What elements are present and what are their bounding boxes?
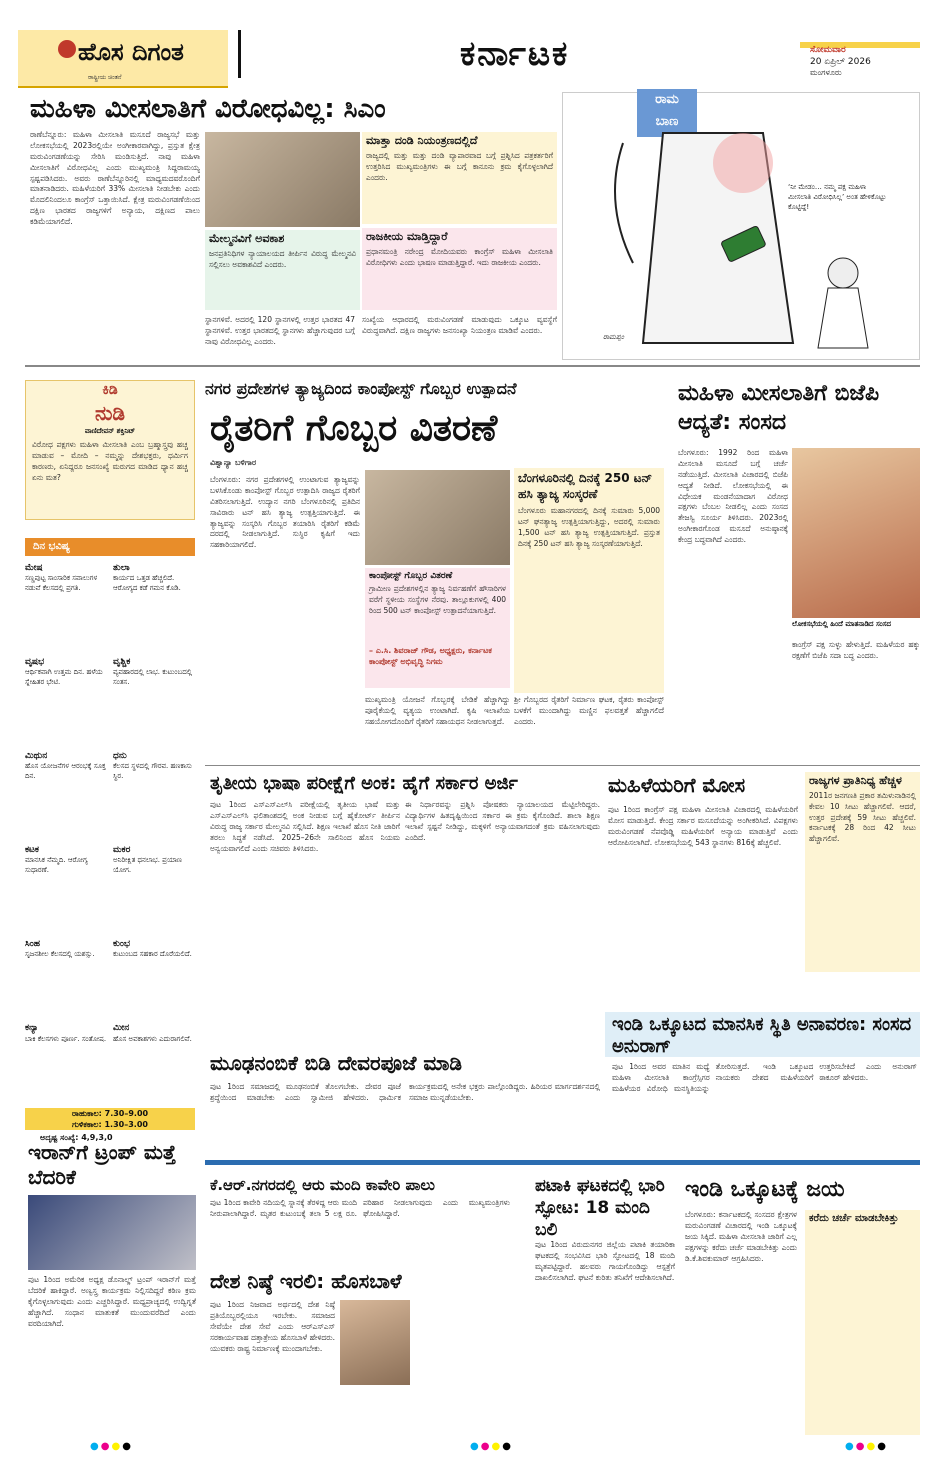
story9-body: ಪುಟ 1ರಿಂದ ಕಾವೇರಿ ನದಿಯಲ್ಲಿ ಸ್ನಾನಕ್ಕೆ ತೆರಳಿದ್ದ ಆರು ಮಂದಿ ನೀರುಪಾಲಾಗಿದ್ದಾರೆ. ಮೃತರ ಕುಟುಂಬಕ್ಕೆ ತಲಾ 5 ಲಕ್ಷ ರೂ. ಪರಿಹಾರ ನೀಡಲಾಗುವುದು ಎಂದು ಮುಖ್ಯಮಂತ್ರಿಗಳು ಘೋಷಿಸಿದ್ದಾರೆ. bbox=[210, 1198, 510, 1218]
kidi-title1: ಕಿಡಿ bbox=[102, 382, 118, 398]
masthead-tag: ರಾಷ್ಟ್ರೀಯ ಚಿಂತನೆ bbox=[88, 74, 122, 81]
horoscope-title: ದಿನ ಭವಿಷ್ಯ bbox=[25, 538, 195, 556]
kidi-author: ವಾಣಿದೇವನ್ ಶಕ್ತಿನಿಟ್ bbox=[84, 426, 136, 435]
story2-box1-text: ಬೆಂಗಳೂರು ಮಹಾನಗರದಲ್ಲಿ ದಿನಕ್ಕೆ ಸುಮಾರು 5,000 ಟನ್ ಘನತ್ಯಾಜ್ಯ ಉತ್ಪತ್ತಿಯಾಗುತ್ತಿದ್ದು, ಅದರಲ್ಲಿ ಸುಮಾರು 1,500 ಟನ್ ಹಸಿ ತ್ಯಾಜ್ಯ ಉತ್ಪತ್ತಿಯಾಗುತ್ತಿದೆ. ಪ್ರಸ್ತುತ ದಿನಕ್ಕೆ 250 ಟನ್ ಹಸಿ ತ್ಯಾಜ್ಯ ಸಂಸ್ಕರಣೆಯಾಗುತ್ತಿದೆ. bbox=[518, 506, 660, 548]
horoscope-sign bbox=[113, 562, 195, 650]
ramabana-label2: ಬಾಣ bbox=[655, 114, 679, 129]
horoscope-sign-name: ಮೇಷ bbox=[25, 563, 43, 573]
divider bbox=[25, 365, 920, 367]
story2-box2-title: ಕಾಂಪೋಸ್ಟ್ ಗೊಬ್ಬರ ವಿತರಣೆ bbox=[369, 571, 453, 581]
story2-box1-title: ಬೆಂಗಳೂರಿನಲ್ಲಿ ದಿನಕ್ಕೆ 250 ಟನ್ ಹಸಿ ತ್ಯಾಜ್ಯ ಸಂಸ್ಕರಣೆ bbox=[518, 471, 653, 502]
horoscope-sign-name: ಸಿಂಹ bbox=[25, 938, 41, 949]
cartoon-quote: ‘ನೀ ಮೇಡಂ… ನಮ್ಮ ಪಕ್ಷ ಮಹಿಳಾ ಮೀಸಲಾತಿ ವಿರೋಧಿಸಿಲ್ಲ’ ಅಂತ ಹೇಳಿಕೊಟ್ಟು ಕೊಟ್ಟಿದ್ದೆ! bbox=[788, 183, 887, 211]
horoscope-sign bbox=[25, 1022, 107, 1101]
masthead-name: ಹೊಸ ದಿಗಂತ bbox=[78, 38, 184, 66]
horoscope-sign-text: ಕೆಲಸದ ಸ್ಥಳದಲ್ಲಿ ಗೌರವ. ಹಣಕಾಸು ಸ್ಥಿರ. bbox=[113, 762, 192, 780]
horoscope-sign-text: ಮಾನಸಿಕ ನೆಮ್ಮದಿ. ಆರೋಗ್ಯ ಸುಧಾರಣೆ. bbox=[25, 856, 88, 874]
story6-body: ಪುಟ 1ರಿಂದ ಅವರ ಮಾತಿನ ಮಧ್ಯೆ ಮಹಿಳಾ ಮೀಸಲಾತಿ ಕಾಂಗ್ರೆಸ್ಸಿಗರ ಮಹಿಳೆಯರ ವಿರೋಧಿ ಮನಸ್ಥಿತಿಯನ್ನು ತೋರಿಸುತ್ತದೆ. ಇಂಡಿ ಒಕ್ಕೂಟದ ನಾಯಕರು ದೇಶದ ಮಹಿಳೆಯರಿಗೆ ಉತ್ತರಿಸಬೇಕಿದೆ ಎಂದು ಅನುರಾಗ್ ಠಾಕೂರ್ ಹೇಳಿದರು. bbox=[612, 1062, 917, 1093]
story11-headline: ಪಟಾಕಿ ಘಟಕದಲ್ಲಿ ಭಾರಿ ಸ್ಫೋಟ: 18 ಮಂದಿ ಬಲಿ bbox=[535, 1176, 665, 1241]
horoscope-sign-name: ವೃಶ್ಚಿಕ bbox=[113, 656, 131, 667]
horoscope-sign-text: ಸಣ್ಣಪುಟ್ಟ ಸಾಂಸಾರಿಕ ಸವಾಲುಗಳ ನಡುವೆ ಕೆಲಸದಲ್ಲಿ ಪ್ರಗತಿ. bbox=[25, 574, 98, 592]
story3-caption: ಲೋಕಸಭೆಯಲ್ಲಿ ಹಿಂದೆ ಮಾತನಾಡಿದ ಸಂಸದ bbox=[792, 620, 892, 628]
horoscope-sign-name: ಕನ್ಯಾ bbox=[25, 1023, 39, 1034]
story1-sub1: ಮಾತ್ತಾ ದಂಡಿ ನಿಯಂತ್ರಣದಲ್ಲಿದೆ bbox=[366, 134, 478, 147]
horoscope-sign-text: ಸೃಜನಶೀಲ ಕೆಲಸದಲ್ಲಿ ಯಶಸ್ಸು. bbox=[25, 950, 95, 959]
horoscope-sign bbox=[113, 938, 195, 1017]
story2-box2 bbox=[365, 568, 510, 688]
horoscope-sign-name: ತುಲಾ bbox=[113, 563, 130, 573]
horoscope-sign-name: ಮೀನ bbox=[113, 1023, 130, 1034]
story1-sub3: ರಾಜಕೀಯ ಮಾಡ್ತಿದ್ದಾರೆ bbox=[366, 230, 448, 243]
gulika-kala: ಗುಳಿಕಕಾಲ: 1.30–3.00 bbox=[72, 1120, 148, 1129]
story5-sidebox bbox=[805, 772, 920, 972]
story8-photo bbox=[28, 1195, 196, 1270]
horoscope-sign bbox=[113, 750, 195, 838]
horoscope-sign-text: ಹೊಸ ಅವಕಾಶಗಳು ಎದುರಾಗಲಿವೆ. bbox=[113, 1034, 192, 1043]
divider bbox=[205, 765, 920, 766]
story2-kicker: ನಗರ ಪ್ರದೇಶಗಳ ತ್ಯಾಜ್ಯದಿಂದ ಕಾಂಪೋಸ್ಟ್ ಗೊಬ್ಬರ ಉತ್ಪಾದನೆ bbox=[205, 379, 517, 398]
horoscope-sign bbox=[25, 750, 107, 838]
cartoon-figure bbox=[603, 123, 823, 353]
horoscope-sign bbox=[25, 844, 107, 932]
story3-headline: ಮಹಿಳಾ ಮೀಸಲಾತಿಗೆ ಬಿಜೆಪಿ ಆದ್ಯತೆ: ಸಂಸದ bbox=[678, 381, 880, 435]
horoscope-sign-text: ವ್ಯವಹಾರದಲ್ಲಿ ಲಾಭ. ಕುಟುಂಬದಲ್ಲಿ ಸಂತಸ. bbox=[113, 668, 193, 686]
story12-sub: ಕರೆದು ಚರ್ಚೆ ಮಾಡಬೇಕಿತ್ತು bbox=[809, 1213, 899, 1224]
story2-col2: ಮುಖ್ಯಮಂತ್ರಿ ಯೋಜನೆ ಗೊಬ್ಬರಕ್ಕೆ ಬೇಡಿಕೆ ಹೆಚ್ಚಾಗಿದ್ದು ಪೂರೈಕೆಯಲ್ಲಿ ವ್ಯತ್ಯಯ ಉಂಟಾಗಿದೆ. ಕೃಷಿ ಇಲಾಖೆಯ ಸಹಯೋಗದೊಂದಿಗೆ ರೈತರಿಗೆ ಸಹಾಯಧನ ನೀಡಲಾಗುತ್ತದೆ. bbox=[365, 695, 510, 726]
story2-body: ಬೆಂಗಳೂರು: ನಗರ ಪ್ರದೇಶಗಳಲ್ಲಿ ಉಂಟಾಗುವ ತ್ಯಾಜ್ಯವನ್ನು ಬಳಸಿಕೊಂಡು ಕಾಂಪೋಸ್ಟ್ ಗೊಬ್ಬರ ಉತ್ಪಾದಿಸಿ ರಾಜ್ಯದ ರೈತರಿಗೆ ವಿತರಿಸಲಾಗುತ್ತಿದೆ. ಉದ್ಯಾನ ನಗರಿ ಬೆಂಗಳೂರಿನಲ್ಲಿ ಪ್ರತಿದಿನ ಸಾವಿರಾರು ಟನ್ ಹಸಿ ತ್ಯಾಜ್ಯ ಉತ್ಪತ್ತಿಯಾಗುತ್ತಿದೆ. ಈ ತ್ಯಾಜ್ಯವನ್ನು ಸಂಸ್ಕರಿಸಿ ಗೊಬ್ಬರ ತಯಾರಿಸಿ ರೈತರಿಗೆ ಕಡಿಮೆ ದರದಲ್ಲಿ ನೀಡಲಾಗುತ್ತಿದೆ. ಸುಸ್ಥಿರ ಕೃಷಿಗೆ ಇದು ಸಹಕಾರಿಯಾಗಲಿದೆ. bbox=[210, 475, 360, 550]
horoscope-sign bbox=[113, 844, 195, 932]
story2-byline: ವಿಶ್ವಾನ್ಯಾ ಬಳಿಗಾರ bbox=[210, 458, 257, 467]
ramabana-cartoon bbox=[562, 92, 920, 360]
horoscope-sign bbox=[113, 656, 195, 744]
story3-body: ಬೆಂಗಳೂರು: 1992 ರಿಂದ ಮಹಿಳಾ ಮೀಸಲಾತಿ ಮಸೂದೆ ಬಗ್ಗೆ ಚರ್ಚೆ ನಡೆಯುತ್ತಿದೆ. ಮೀಸಲಾತಿ ವಿಚಾರದಲ್ಲಿ ಬಿಜೆಪಿ ಆದ್ಯತೆ ನೀಡಿದೆ. ಲೋಕಸಭೆಯಲ್ಲಿ ಈ ವಿಧೇಯಕ ಮಂಡನೆಯಾದಾಗ ವಿರೋಧ ಪಕ್ಷಗಳು ಬೆಂಬಲ ನೀಡಲಿಲ್ಲ ಎಂದು ಸಂಸದ ತೇಜಸ್ವಿ ಸೂರ್ಯ ತಿಳಿಸಿದರು. 2023ರಲ್ಲಿ ಅಂಗೀಕಾರಗೊಂಡ ಮಸೂದೆ ಅನುಷ್ಠಾನಕ್ಕೆ ಕೇಂದ್ರ ಬದ್ಧವಾಗಿದೆ ಎಂದರು. bbox=[678, 448, 788, 544]
place-label: ಮಂಗಳೂರು bbox=[810, 68, 842, 78]
horoscope-sign-name: ಮಿಥುನ bbox=[25, 750, 48, 761]
story10-photo bbox=[340, 1300, 410, 1385]
story10-body: ಪುಟ 1ರಿಂದ ನಿಜವಾದ ಅರ್ಥದಲ್ಲಿ ದೇಶ ನಿಷ್ಠೆ ಪ್ರತಿಯೊಬ್ಬರಲ್ಲಿಯೂ ಇರಬೇಕು. ಸಮಾಜದ ಸೇವೆಯೇ ದೇಶ ಸೇವೆ ಎಂದು ಆರ್‌ಎಸ್‌ಎಸ್ ಸರಕಾರ್ಯವಾಹ ದತ್ತಾತ್ರೇಯ ಹೊಸಬಾಳೆ ಹೇಳಿದರು. ಯುವಕರು ರಾಷ್ಟ್ರ ನಿರ್ಮಾಣಕ್ಕೆ ಮುಂದಾಗಬೇಕು. bbox=[210, 1300, 335, 1353]
story3-col2: ಕಾಂಗ್ರೆಸ್ ಪಕ್ಷ ಸುಳ್ಳು ಹೇಳುತ್ತಿದೆ. ಮಹಿಳೆಯರ ಹಕ್ಕು ರಕ್ಷಣೆಗೆ ಬಿಜೆಪಿ ಸದಾ ಬದ್ಧ ಎಂದರು. bbox=[792, 640, 920, 660]
horoscope-sign bbox=[113, 1022, 195, 1101]
story12-body: ಬೆಂಗಳೂರು: ಕರ್ನಾಟಕದಲ್ಲಿ ಸಂಸದರ ಕ್ಷೇತ್ರಗಳ ಮರುವಿಂಗಡಣೆ ವಿಚಾರದಲ್ಲಿ ಇಂಡಿ ಒಕ್ಕೂಟಕ್ಕೆ ಜಯ ಸಿಕ್ಕಿದೆ. ಮಹಿಳಾ ಮೀಸಲಾತಿ ಜಾರಿಗೆ ಎಲ್ಲ ಪಕ್ಷಗಳನ್ನು ಕರೆದು ಚರ್ಚೆ ಮಾಡಬೇಕಿತ್ತು ಎಂದು ಡಿ.ಕೆ.ಶಿವಕುಮಾರ್ ಆಗ್ರಹಿಸಿದರು. bbox=[685, 1210, 797, 1263]
horoscope-sign bbox=[25, 656, 107, 744]
story5-body: ಪುಟ 1ರಿಂದ ಕಾಂಗ್ರೆಸ್ ಪಕ್ಷ ಮಹಿಳಾ ಮೀಸಲಾತಿ ವಿಚಾರದಲ್ಲಿ ಮಹಿಳೆಯರಿಗೆ ಮೋಸ ಮಾಡುತ್ತಿದೆ. ಕೇಂದ್ರ ಸರ್ಕಾರ ಮಸೂದೆಯನ್ನು ಅಂಗೀಕರಿಸಿದೆ. ವಿಪಕ್ಷಗಳು ಮರುವಿಂಗಡಣೆ ನೆಪವೊಡ್ಡಿ ಮಹಿಳೆಯರಿಗೆ ಅನ್ಯಾಯ ಮಾಡುತ್ತಿವೆ ಎಂದು ಆರೋಪಿಸಲಾಗಿದೆ. ಲೋಕಸಭೆಯಲ್ಲಿ 543 ಸ್ಥಾನಗಳು 816ಕ್ಕೆ ಹೆಚ್ಚಲಿವೆ. bbox=[608, 805, 798, 847]
story6-headline: ಇಂಡಿ ಒಕ್ಕೂಟದ ಮಾನಸಿಕ ಸ್ಥಿತಿ ಅನಾವರಣ: ಸಂಸದ ಅನುರಾಗ್ bbox=[612, 1014, 912, 1057]
horoscope-grid bbox=[25, 562, 195, 1107]
horoscope-sign-text: ಕುಟುಂಬದ ಸಹಕಾರ ದೊರೆಯಲಿದೆ. bbox=[113, 950, 192, 959]
story2-box2-text: ಗ್ರಾಮೀಣ ಪ್ರದೇಶಗಳಲ್ಲಿನ ತ್ಯಾಜ್ಯ ನಿರ್ವಹಣೆಗೆ ಹೌಸಾರಿಗಳ ವರೆಗೆ ಸ್ಥಳೀಯ ಸಂಸ್ಥೆಗಳ ನೆರವು. ತಾಲ್ಲೂಕುಗಳಲ್ಲಿ 400 ರಿಂದ 500 ಟನ್ ಕಾಂಪೋಸ್ಟ್ ಉತ್ಪಾದನೆಯಾಗುತ್ತಿದೆ. bbox=[369, 584, 506, 615]
story1-sidebox1 bbox=[362, 132, 557, 224]
date-box bbox=[810, 45, 918, 85]
print-marks: ●●●● bbox=[845, 1441, 888, 1452]
horoscope-sign-text: ಬಾಕಿ ಕೆಲಸಗಳು ಪೂರ್ಣ. ಸಂತೋಷ. bbox=[25, 1034, 107, 1043]
ramabana-label1: ರಾಮ bbox=[655, 92, 679, 107]
print-marks: ●●●● bbox=[90, 1441, 133, 1452]
nudi-title: ನುಡಿ bbox=[94, 400, 126, 425]
logo-emblem-icon bbox=[58, 40, 76, 58]
story5-sidebox-text: 2011ರ ಜನಗಣತಿ ಪ್ರಕಾರ ತಮಿಳುನಾಡಿನಲ್ಲಿ ಕೇವಲ 10 ಸೀಟು ಹೆಚ್ಚಾಗಲಿವೆ. ಆದರೆ, ಉತ್ತರ ಪ್ರದೇಶಕ್ಕೆ 59 ಸೀಟು ಹೆಚ್ಚಲಿವೆ. ಕರ್ನಾಟಕಕ್ಕೆ 28 ರಿಂದ 42 ಸೀಟು ಹೆಚ್ಚಾಗಲಿವೆ. bbox=[809, 790, 916, 844]
print-marks: ●●●● bbox=[470, 1441, 513, 1452]
story1-sidebox2 bbox=[205, 230, 360, 310]
story7-headline: ಮೂಢನಂಬಿಕೆ ಬಿಡಿ ದೇವರಪೂಜೆ ಮಾಡಿ bbox=[210, 1051, 463, 1075]
story1-body: ರಾಣೆಬೆನ್ನೂರು: ಮಹಿಳಾ ಮೀಸಲಾತಿ ಮಸೂದೆ ರಾಜ್ಯಸಭೆ ಮತ್ತು ಲೋಕಸಭೆಯಲ್ಲಿ 2023ರಲ್ಲಿಯೇ ಅಂಗೀಕಾರವಾಗಿದ್ದು, ಪ್ರಸ್ತುತ ಕ್ಷೇತ್ರ ಮರುವಿಂಗಡಣೆಯನ್ನು ಸೇರಿಸಿ ಮಂಡಿಸುತ್ತಿದೆ. ನಾವು ಮಹಿಳಾ ಮೀಸಲಾತಿಗೆ ವಿರೋಧವಿಲ್ಲ ಎಂದು ಮುಖ್ಯಮಂತ್ರಿ ಸಿದ್ದರಾಮಯ್ಯ ಸ್ಪಷ್ಟಪಡಿಸಿದರು. ಅವರು ರಾಣೆಬೆನ್ನೂರಿನಲ್ಲಿ ಮಾಧ್ಯಮದವರೊಂದಿಗೆ ಮಾತನಾಡಿದರು. ಮಹಿಳೆಯರಿಗೆ 33% ಮೀಸಲಾತಿ ನೀಡಬೇಕು ಎಂದು ಮೊದಲಿನಿಂದಲೂ ಕಾಂಗ್ರೆಸ್ ಒತ್ತಾಯಿಸಿದೆ. ಕ್ಷೇತ್ರ ಮರುವಿಂಗಡಣೆಯಿಂದ ದಕ್ಷಿಣ ಭಾರತದ ರಾಜ್ಯಗಳಿಗೆ ಅನ್ಯಾಯ, ದಕ್ಷಿಣದ ಪಾಲು ಕಡಿಮೆಯಾಗಲಿದೆ. bbox=[30, 130, 200, 226]
horoscope-sign bbox=[25, 938, 107, 1017]
story8-body: ಪುಟ 1ರಿಂದ ಅಮೆರಿಕ ಅಧ್ಯಕ್ಷ ಡೊನಾಲ್ಡ್ ಟ್ರಂಪ್ ಇರಾನ್‌ಗೆ ಮತ್ತೆ ಬೆದರಿಕೆ ಹಾಕಿದ್ದಾರೆ. ಅಣ್ವಸ್ತ್ರ ಕಾರ್ಯಕ್ರಮ ನಿಲ್ಲಿಸದಿದ್ದರೆ ಕಠಿಣ ಕ್ರಮ ಕೈಗೊಳ್ಳಲಾಗುವುದು ಎಂದು ಎಚ್ಚರಿಸಿದ್ದಾರೆ. ಮಧ್ಯಪ್ರಾಚ್ಯದಲ್ಲಿ ಉದ್ವಿಗ್ನತೆ ಹೆಚ್ಚಾಗಿದೆ. ಸಂಧಾನ ಮಾತುಕತೆ ಮುಂದುವರೆದಿದೆ ಎಂದು ವರದಿಯಾಗಿದೆ. bbox=[28, 1275, 196, 1328]
story1-sidebox3 bbox=[362, 228, 557, 310]
date-label: 20 ಏಪ್ರಿಲ್ 2026 bbox=[810, 56, 871, 67]
horoscope-sign-text: ಹೊಸ ಯೋಜನೆಗಳ ಆರಂಭಕ್ಕೆ ಸೂಕ್ತ ದಿನ. bbox=[25, 762, 106, 780]
section-title: ಕರ್ನಾಟಕ bbox=[460, 34, 570, 74]
story1-sub2-text: ಜನಪ್ರತಿನಿಧಿಗಳ ನ್ಯಾಯಾಲಯದ ತೀರ್ಪಿನ ವಿರುದ್ಧ ಮೇಲ್ಮನವಿ ಸಲ್ಲಿಸಲು ಅವಕಾಶವಿದೆ ಎಂದರು. bbox=[209, 248, 356, 269]
day-label: ಸೋಮವಾರ bbox=[810, 45, 846, 55]
story1-sub2: ಮೇಲ್ಮನವಿಗೆ ಅವಕಾಶ bbox=[209, 232, 285, 245]
horoscope-sign bbox=[25, 562, 107, 650]
story2-quote: – ಎ.ಸಿ. ಶಿವರಾಜ್ ಗೌಡ, ಅಧ್ಯಕ್ಷರು, ಕರ್ನಾಟಕ ಕಾಂಪೋಸ್ಟ್ ಅಭಿವೃದ್ಧಿ ನಿಗಮ bbox=[369, 646, 492, 666]
story2-box1 bbox=[514, 468, 664, 693]
story3-photo bbox=[792, 448, 920, 618]
story5-headline: ಮಹಿಳೆಯರಿಗೆ ಮೋಸ bbox=[608, 773, 746, 797]
kidi-text: ವಿರೋಧ ಪಕ್ಷಗಳು ಮಹಿಳಾ ಮೀಸಲಾತಿ ಎಂಬ ಬ್ರಹ್ಮಾಸ್ತ್ರವು ಹಚ್ಚ ಮಾಡುವ – ಮೋದಿ – ನಮ್ಮನ್ನು ದೇಶಭಕ್ತರು, ಧರ್ಮಿಗ ಕಾರಣರು, ಏನಿದ್ದರೂ ಜನಸಂಖ್ಯೆ ಮರುಗದ ಮಾಡಿದ ಧ್ಯಾನ ಹಚ್ಚ ಏನು ಮತ? bbox=[32, 440, 188, 482]
kidi-nudi-box bbox=[25, 380, 195, 520]
story11-body: ಪುಟ 1ರಿಂದ ವಿರುದುನಗರ ಜಿಲ್ಲೆಯ ಪಟಾಕಿ ತಯಾರಿಕಾ ಘಟಕದಲ್ಲಿ ಸಂಭವಿಸಿದ ಭಾರಿ ಸ್ಫೋಟದಲ್ಲಿ 18 ಮಂದಿ ಮೃತಪಟ್ಟಿದ್ದಾರೆ. ಹಲವರು ಗಾಯಗೊಂಡಿದ್ದು ಆಸ್ಪತ್ರೆಗೆ ದಾಖಲಿಸಲಾಗಿದೆ. ಘಟನೆ ಕುರಿತು ತನಿಖೆಗೆ ಆದೇಶಿಸಲಾಗಿದೆ. bbox=[535, 1240, 675, 1282]
cartoon-artist: ರಾಮಪ್ಪಂ bbox=[603, 333, 624, 341]
story7-body: ಪುಟ 1ರಿಂದ ಸಮಾಜದಲ್ಲಿ ಮೂಢನಂಬಿಕೆ ತೊಲಗಬೇಕು. ದೇವರ ಪೂಜೆ ಶ್ರದ್ಧೆಯಿಂದ ಮಾಡಬೇಕು ಎಂದು ಸ್ವಾಮೀಜಿ ಹೇಳಿದರು. ಧಾರ್ಮಿಕ ಕಾರ್ಯಕ್ರಮದಲ್ಲಿ ಅನೇಕ ಭಕ್ತರು ಪಾಲ್ಗೊಂಡಿದ್ದರು. ಹಿರಿಯರ ಮಾರ್ಗದರ್ಶನದಲ್ಲಿ ಸಮಾಜ ಮುನ್ನಡೆಯಬೇಕು. bbox=[210, 1082, 600, 1102]
story1-sub1-text: ರಾಜ್ಯದಲ್ಲಿ ಮತ್ತು ಮತ್ತು ದಂಡಿ ವ್ಯಾಪಾರವಾದ ಬಗ್ಗೆ ಪ್ರಶ್ನಿಸಿದ ಪತ್ರಕರ್ತರಿಗೆ ಉತ್ತರಿಸಿದ ಮುಖ್ಯಮಂತ್ರಿಗಳು ಈ ಬಗ್ಗೆ ಕಾನೂನು ಕ್ರಮ ಕೈಗೊಳ್ಳಲಾಗಿದೆ ಎಂದರು. bbox=[366, 150, 553, 182]
lucky-number: ಅದೃಷ್ಟ ಸಂಖ್ಯೆ: 4,9,3,0 bbox=[40, 1133, 113, 1142]
kala-box bbox=[25, 1108, 195, 1130]
story10-headline: ದೇಶ ನಿಷ್ಠೆ ಇರಲಿ: ಹೊಸಬಾಳೆ bbox=[210, 1269, 402, 1293]
horoscope-sign-text: ಆರ್ಥಿಕವಾಗಿ ಉತ್ತಮ ದಿನ. ಹಳೆಯ ಸ್ನೇಹಿತರ ಭೇಟಿ. bbox=[25, 668, 103, 686]
horoscope-sign-name: ಕುಂಭ bbox=[113, 938, 131, 949]
story1-photo bbox=[205, 132, 360, 227]
story2-headline: ರೈತರಿಗೆ ಗೊಬ್ಬರ ವಿತರಣೆ bbox=[210, 408, 498, 449]
story4-headline: ತೃತೀಯ ಭಾಷಾ ಪರೀಕ್ಷೆಗೆ ಅಂಕ: ಹೈಗೆ ಸರ್ಕಾರ ಅರ್ಜಿ bbox=[210, 773, 518, 794]
cartoon-small-figure bbox=[803, 253, 893, 353]
story2-col3: ಶ್ರೀ ಗೊಬ್ಬರದ ರೈತರಿಗೆ ನಿರ್ಮಾಣ ಘಟಕ, ರೈತರು ಕಾಂಪೋಸ್ಟ್ ಬಳಕೆಗೆ ಮುಂದಾಗಿದ್ದು ಮಣ್ಣಿನ ಫಲವತ್ತತೆ ಹೆಚ್ಚಾಗಲಿದೆ ಎಂದರು. bbox=[514, 695, 664, 726]
story4-col2: ಈ ನಿರ್ಧಾರವನ್ನು ಪ್ರಶ್ನಿಸಿ ಪೋಷಕರು ನ್ಯಾಯಾಲಯದ ಮೆಟ್ಟಿಲೇರಿದ್ದರು. ವಿದ್ಯಾರ್ಥಿಗಳ ಹಿತದೃಷ್ಟಿಯಿಂದ ಸರ್ಕಾರ ಈ ಕ್ರಮ ಕೈಗೊಂಡಿದೆ. ಶಾಲಾ ಶಿಕ್ಷಣ ಇಲಾಖೆ ಸ್ಪಷ್ಟನೆ ನೀಡಿದ್ದು, ಮಕ್ಕಳಿಗೆ ಅನ್ಯಾಯವಾಗದಂತೆ ಕ್ರಮ ವಹಿಸಲಾಗುವುದು ಎಂದಿದೆ. bbox=[405, 800, 600, 842]
rahu-kala: ರಾಹುಕಾಲ: 7.30–9.00 bbox=[71, 1109, 149, 1118]
kidi-title bbox=[26, 381, 194, 400]
divider bbox=[205, 1160, 920, 1165]
story8-headline: ಇರಾನ್‌ಗೆ ಟ್ರಂಪ್ ಮತ್ತೆ ಬೆದರಿಕೆ bbox=[28, 1140, 177, 1189]
horoscope-sign-name: ಧನು bbox=[113, 750, 127, 761]
story1-headline: ಮಹಿಳಾ ಮೀಸಲಾತಿಗೆ ವಿರೋಧವಿಲ್ಲ: ಸಿಎಂ bbox=[30, 94, 386, 124]
story12-sidebox bbox=[805, 1210, 920, 1435]
horoscope-sign-text: ಅನಿರೀಕ್ಷಿತ ಧನಲಾಭ. ಪ್ರಯಾಣ ಯೋಗ. bbox=[113, 856, 182, 874]
story9-headline: ಕೆ.ಆರ್.ನಗರದಲ್ಲಿ ಆರು ಮಂದಿ ಕಾವೇರಿ ಪಾಲು bbox=[210, 1176, 435, 1194]
horoscope-sign-name: ಮಕರ bbox=[113, 844, 131, 855]
story1-sub3-text: ಪ್ರಧಾನಮಂತ್ರಿ ನರೇಂದ್ರ ಮೋದಿಯವರು ಕಾಂಗ್ರೆಸ್ ಮಹಿಳಾ ಮೀಸಲಾತಿ ವಿರೋಧಿಗಳು ಎಂದು ಭಾಷಣ ಮಾಡುತ್ತಿದ್ದಾರೆ. ಇದು ರಾಜಕೀಯ ಎಂದರು. bbox=[366, 246, 553, 267]
story4-body: ಪುಟ 1ರಿಂದ ಎಸ್ಎಸ್ಎಲ್‌ಸಿ ಪರೀಕ್ಷೆಯಲ್ಲಿ ತೃತೀಯ ಭಾಷೆ ಮತ್ತು ಎಸ್ಎಸ್ಎಲ್‌ಸಿ ಫಲಿತಾಂಶದಲ್ಲಿ ಅಂಕ ನೀಡುವ ಬಗ್ಗೆ ಹೈಕೋರ್ಟ್ ತೀರ್ಪಿನ ವಿರುದ್ಧ ರಾಜ್ಯ ಸರ್ಕಾರ ಮೇಲ್ಮನವಿ ಸಲ್ಲಿಸಿದೆ. ಶಿಕ್ಷಣ ಇಲಾಖೆ ಹೊಸ ನೀತಿ ಜಾರಿಗೆ ತರಲು ಸಿದ್ಧತೆ ನಡೆಸಿದೆ. 2025–26ನೇ ಸಾಲಿನಿಂದ ಹೊಸ ನಿಯಮ ಅನ್ವಯವಾಗಲಿದೆ ಎಂದು ಸಚಿವರು ತಿಳಿಸಿದರು. bbox=[210, 800, 400, 853]
story1-col4: ಸಂಖ್ಯೆಯ ಆಧಾರದಲ್ಲಿ ಮರುವಿಂಗಡಣೆ ಮಾಡುವುದು ಒಕ್ಕೂಟ ವ್ಯವಸ್ಥೆಗೆ ವಿರುದ್ಧವಾಗಿದೆ. ದಕ್ಷಿಣ ರಾಜ್ಯಗಳು ಜನಸಂಖ್ಯಾ ನಿಯಂತ್ರಣ ಮಾಡಿವೆ ಎಂದರು. bbox=[362, 315, 557, 335]
masthead bbox=[18, 30, 228, 88]
story12-headline: ಇಂಡಿ ಒಕ್ಕೂಟಕ್ಕೆ ಜಯ bbox=[685, 1177, 845, 1202]
story2-photo bbox=[365, 470, 510, 565]
horoscope-sign-name: ಕಟಕ bbox=[25, 844, 39, 855]
horoscope-sign-name: ವೃಷಭ bbox=[25, 656, 45, 667]
horoscope-sign-text: ಕಾರ್ಯದ ಒತ್ತಡ ಹೆಚ್ಚಲಿದೆ. ಆರೋಗ್ಯದ ಕಡೆ ಗಮನ ಕೊಡಿ. bbox=[113, 574, 181, 592]
story5-sidebox-title: ರಾಜ್ಯಗಳ ಪ್ರಾತಿನಿಧ್ಯ ಹೆಚ್ಚಳ bbox=[809, 774, 902, 787]
story1-col3: ಸ್ಥಾನಗಳಿವೆ. ಅದರಲ್ಲಿ 120 ಸ್ಥಾನಗಳಲ್ಲಿ ಉತ್ತರ ಭಾರತದ 47 ಸ್ಥಾನಗಳಿವೆ. ಉತ್ತರ ಭಾರತದಲ್ಲಿ ಸ್ಥಾನಗಳು ಹೆಚ್ಚಾಗುವುದರ ಬಗ್ಗೆ ನಾವು ವಿರೋಧವಿಲ್ಲ ಎಂದರು. bbox=[205, 315, 355, 346]
